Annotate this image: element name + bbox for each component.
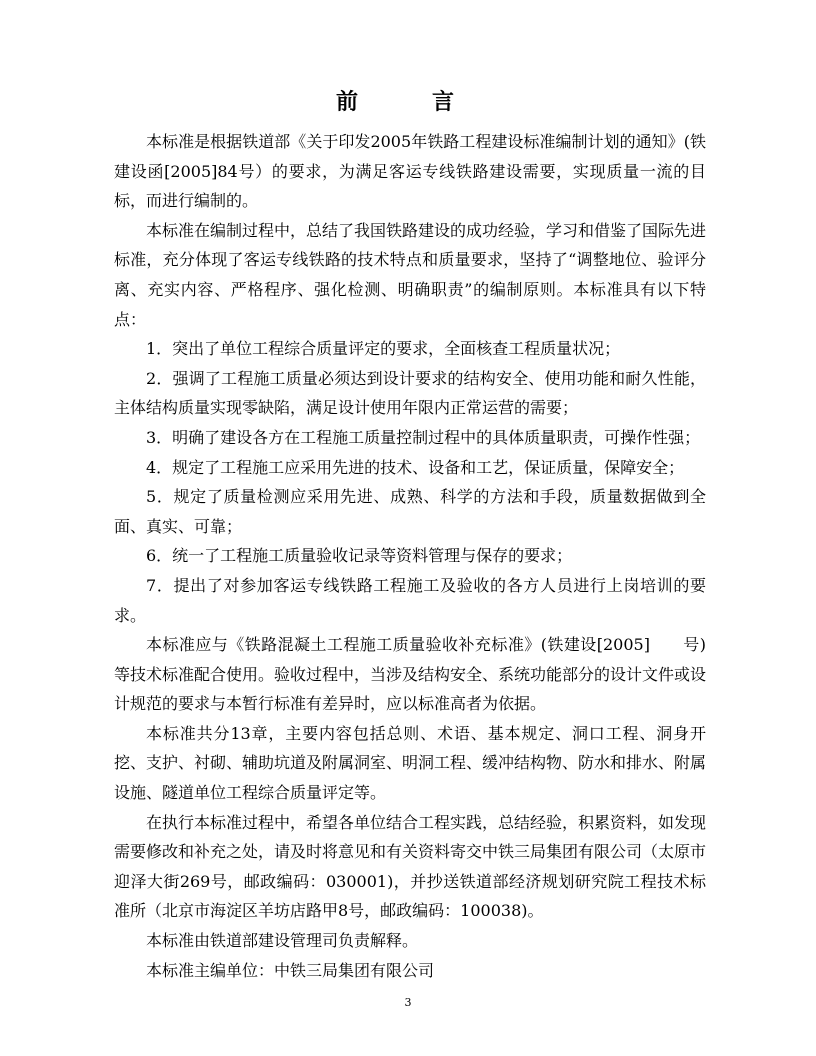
feature-item-4: 4．规定了工程施工应采用先进的技术、设备和工艺，保证质量，保障安全； <box>146 457 685 477</box>
paragraph-feedback-contact: 在执行本标准过程中，希望各单位结合工程实践，总结经验，积累资料，如发现需要修改和补充之处，请及时将意见和有关资料寄交中铁三局集团有限公司（太原市迎泽大街269号，邮政编码：030001)，并抄送铁道部经济规划研究院工程技术标准所（北京市海淀区羊坊店路甲8号，邮政编码：100038)。 <box>114 812 707 921</box>
feature-item-7: 7．提出了对参加客运专线铁路工程施工及验收的各方人员进行上岗培训的要求。 <box>114 575 706 625</box>
feature-item-6: 6．统一了工程施工质量验收记录等资料管理与保存的要求； <box>146 546 573 566</box>
feature-item-5: 5．规定了质量检测应采用先进、成熟、科学的方法和手段，质量数据做到全面、真实、可靠； <box>114 487 706 536</box>
feature-item-3: 3．明确了建设各方在工程施工质量控制过程中的具体质量职责，可操作性强； <box>146 427 701 447</box>
page-number: 3 <box>404 996 412 1009</box>
feature-item-2: 2．强调了工程施工质量必须达到设计要求的结构安全、使用功能和耐久性能，主体结构质量实现零缺陷，满足设计使用年限内正常运营的需要； <box>114 368 706 418</box>
paragraph-compilation-principles: 本标准在编制过程中，总结了我国铁路建设的成功经验，学习和借鉴了国际先进标准，充分体现了客运专线铁路的技术特点和质量要求，坚持了“调整地位、验评分离、充实内容、严格程序、强化检测、明确职责”的编制原则。本标准具有以下特点： <box>114 220 707 329</box>
paragraph-basis: 本标准是根据铁道部《关于印发2005年铁路工程建设标准编制计划的通知》(铁建设函[2005]84号）的要求，为满足客运专线铁路建设需要，实现质量一流的目标，而进行编制的。 <box>114 132 706 211</box>
paragraph-interpretation: 本标准由铁道部建设管理司负责解释。 <box>146 931 419 951</box>
page-title: 前 言 <box>335 90 480 115</box>
feature-item-1: 1．突出了单位工程综合质量评定的要求，全面核查工程质量状况； <box>146 339 621 359</box>
document-body <box>114 127 706 985</box>
paragraph-chief-editor: 本标准主编单位：中铁三局集团有限公司 <box>146 960 435 980</box>
paragraph-chapters: 本标准共分13章，主要内容包括总则、术语、基本规定、洞口工程、洞身开挖、支护、衬砌、辅助坑道及附属洞室、明洞工程、缓冲结构物、防水和排水、附属设施、隧道单位工程综合质量评定等。 <box>114 723 707 803</box>
paragraph-related-standards: 本标准应与《铁路混凝土工程施工质量验收补充标准》(铁建设[2005] 号)等技术标准配合使用。验收过程中，当涉及结构安全、系统功能部分的设计文件或设计规范的要求与本暂行标准有差异时，应以标准高者为依据。 <box>114 635 707 714</box>
